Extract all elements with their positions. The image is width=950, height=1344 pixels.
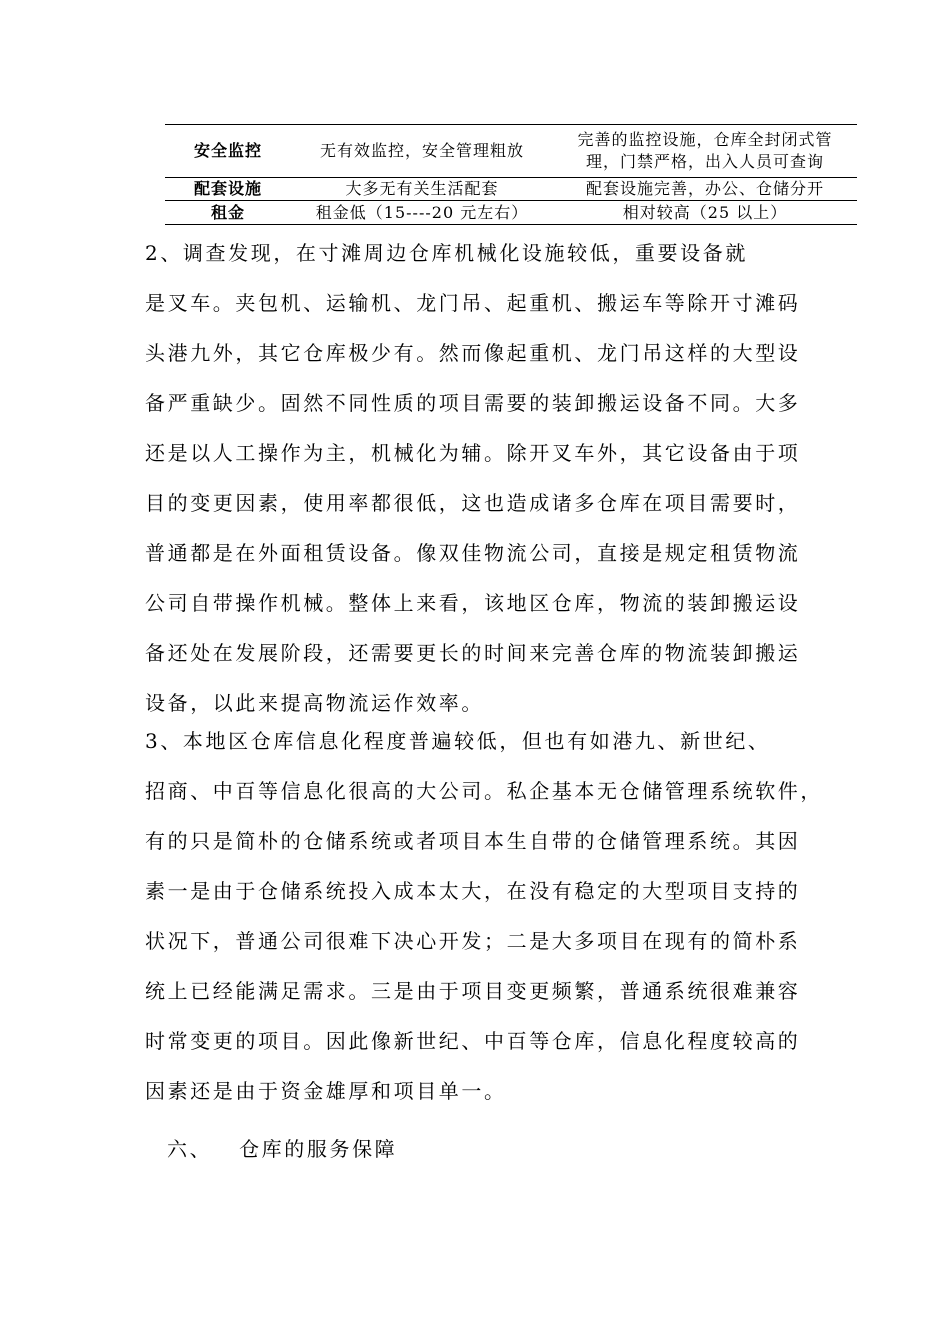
text-line: 公司自带操作机械。整体上来看，该地区仓库，物流的装卸搬运设 [145,591,801,615]
row-label: 租金 [210,202,245,222]
after-cell: 配套设施完善，办公、仓储分开 [585,179,824,198]
text-line: 统上已经能满足需求。三是由于项目变更频繁，普通系统很难兼容 [145,979,801,1003]
text-line: 素一是由于仓储系统投入成本太大，在没有稳定的大型项目支持的 [145,879,801,903]
before-cell: 无有效监控，安全管理粗放 [319,141,524,160]
after-cell-line: 理，门禁严格，出入人员可查询 [585,152,824,171]
text-line: 是叉车。夹包机、运输机、龙门吊、起重机、搬运车等除开寸滩码 [145,291,801,315]
text-line: 设备，以此来提高物流运作效率。 [145,691,484,715]
text-line: 招商、中百等信息化很高的大公司。私企基本无仓储管理系统软件， [145,779,823,803]
text-line: 3、本地区仓库信息化程度普遍较低，但也有如港九、新世纪、 [145,729,771,753]
text-line: 还是以人工操作为主，机械化为辅。除开叉车外，其它设备由于项 [145,441,801,465]
text-line: 2、调查发现，在寸滩周边仓库机械化设施较低，重要设备就 [145,241,748,265]
paragraph-mechanization [145,228,825,728]
section-heading: 六、 仓库的服务保障 [167,1137,398,1161]
text-line: 目的变更因素，使用率都很低，这也造成诸多仓库在项目需要时， [145,491,801,515]
text-line: 普通都是在外面租赁设备。像双佳物流公司，直接是规定租赁物流 [145,541,801,565]
row-label: 安全监控 [193,141,262,160]
text-line: 因素还是由于资金雄厚和项目单一。 [145,1079,507,1103]
text-line: 时常变更的项目。因此像新世纪、中百等仓库，信息化程度较高的 [145,1029,801,1053]
before-cell: 大多无有关生活配套 [345,179,499,198]
text-line: 状况下，普通公司很难下决心开发；二是大多项目在现有的简朴系 [145,929,801,953]
comparison-table [165,124,857,225]
row-label: 配套设施 [193,179,262,198]
after-cell: 相对较高（25 以上） [622,202,788,222]
after-cell-line: 完善的监控设施，仓库全封闭式管 [577,130,833,149]
text-line: 头港九外，其它仓库极少有。然而像起重机、龙门吊这样的大型设 [145,341,801,365]
table-row-security [165,125,857,178]
text-line: 备严重缺少。固然不同性质的项目需要的装卸搬运设备不同。大多 [145,391,801,415]
after-cell [553,125,857,178]
text-line: 备还处在发展阶段，还需要更长的时间来完善仓库的物流装卸搬运 [145,641,801,665]
table-row-facilities [165,178,857,201]
text-line: 有的只是简朴的仓储系统或者项目本生自带的仓储管理系统。其因 [145,829,801,853]
table-row-rent [165,201,857,225]
before-cell: 租金低（15----20 元左右） [315,202,529,222]
paragraph-informatization [145,716,825,1116]
